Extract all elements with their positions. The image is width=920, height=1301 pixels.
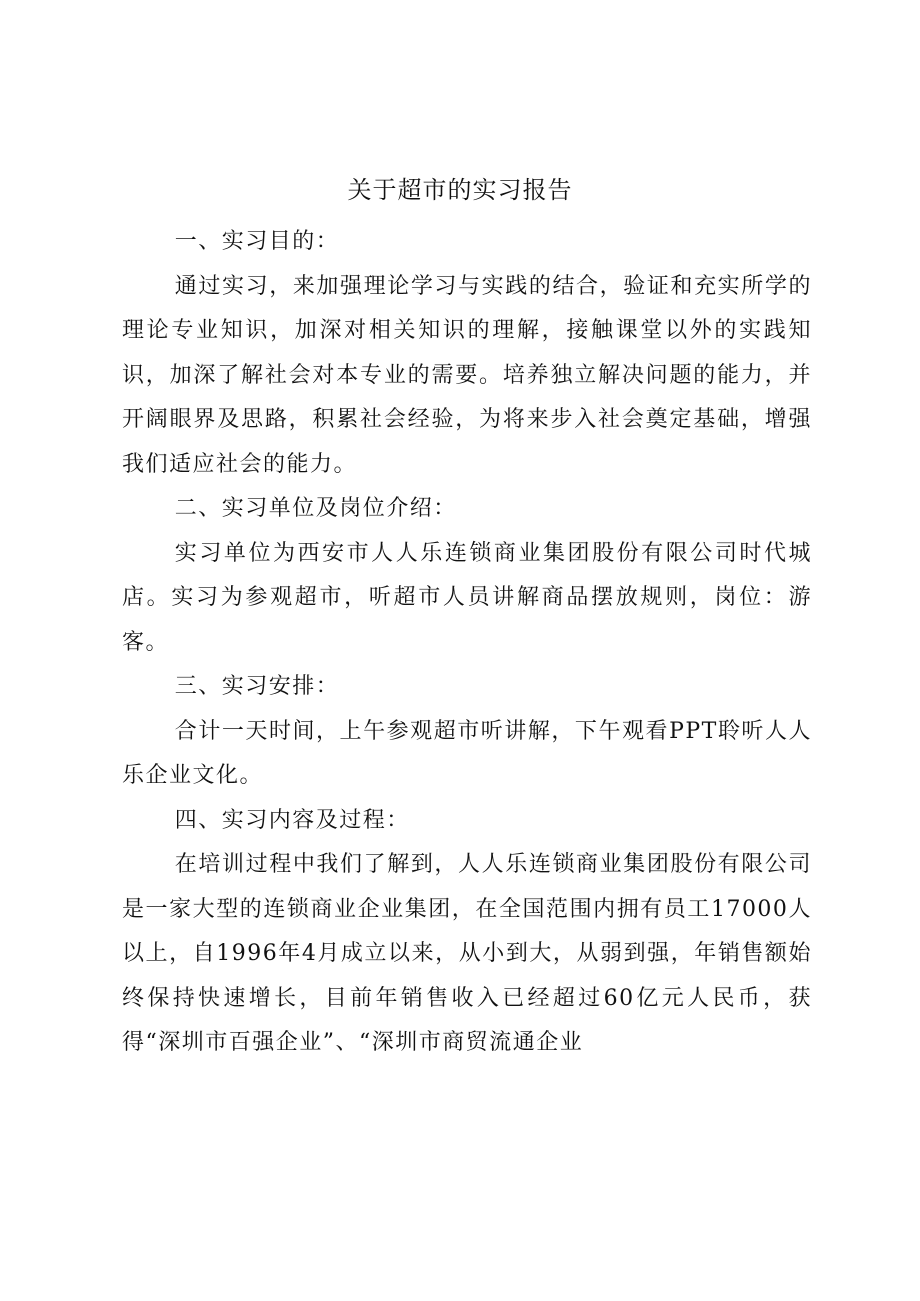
section-body-schedule: 合计一天时间，上午参观超市听讲解，下午观看PPT聆听人人乐企业文化。 [122,718,812,788]
section-body-purpose: 通过实习，来加强理论学习与实践的结合，验证和充实所学的理论专业知识，加深对相关知识的理解，接触课堂以外的实践知识，加深了解社会对本专业的需要。培养独立解决问题的能力，并开阔眼界及思路，积累社会经验，为将来步入社会奠定基础，增强我们适应社会的能力。 [122,273,812,477]
section-body-content: 在培训过程中我们了解到，人人乐连锁商业集团股份有限公司是一家大型的连锁商业企业集团，在全国范围内拥有员工17000人以上，自1996年4月成立以来，从小到大，从弱到强，年销售额始终保持快速增长，目前年销售收入已经超过60亿元人民币，获得“深圳市百强企业”、“深圳市商贸流通企业 [122,852,812,1055]
section-body-unit: 实习单位为西安市人人乐连锁商业集团股份有限公司时代城店。实习为参观超市，听超市人员讲解商品摆放规则，岗位：游客。 [122,540,812,655]
section-heading-unit: 二、实习单位及岗位介绍： [174,496,457,521]
section-heading-purpose: 一、实习目的： [174,229,340,254]
section-heading-schedule: 三、实习安排： [174,674,340,699]
section-heading-content: 四、实习内容及过程： [174,807,410,833]
document-body [122,220,812,1066]
page-title: 关于超市的实习报告 [347,176,573,204]
